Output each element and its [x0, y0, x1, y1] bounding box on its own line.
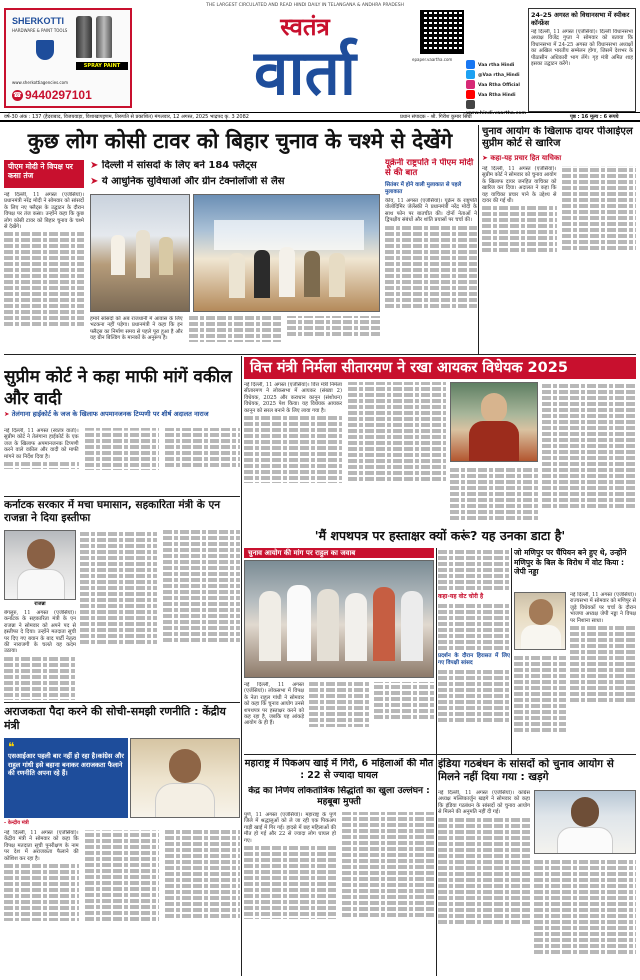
qr-code	[420, 10, 464, 54]
brief-body: नई दिल्ली, 11 अगस्त (एजेंसियां)। दिल्ली विधानसभा अध्यक्ष विजेंद्र गुप्ता ने सोमवार को बताया कि विधानसभा में 24-25 अगस्त को विधानसभा अध्यक्षों का अखिल भारतीय सम्मेलन होगा, जिसमें देशभर के पीठासीन अधिकारी भाग लेंगे। गृह मंत्री अमित शाह इसका उद्घाटन करेंगे।	[531, 29, 633, 68]
indiabloc-headline: इंडिया गठबंधन के सांसदों को चुनाव आयोग से मिलने नहीं दिया गया : खड़गे	[438, 758, 614, 783]
sub-arrow-icon: ➤	[90, 176, 99, 187]
tagline: THE LARGEST CIRCULATED AND READ HINDI DAILY IN TELANGANA & ANDHRA PRADESH	[206, 3, 404, 8]
social-links	[466, 60, 526, 118]
finance-body-cont	[542, 382, 636, 532]
anarchy-quote: एसआईआर पहली बार नहीं हो रहा है।कांग्रेस और राहुल गांधी इसे बहाना बनाकर अराजकता फैलाने की रणनीति अपना रहे हैं।	[8, 752, 124, 777]
karnataka-body: बेंगलुरु, 11 अगस्त (एजेंसियां)। कर्नाटक के सहकारिता मंत्री के एन राजन्ना ने सोमवार को अपने पद से इस्तीफा दे दिया। उन्होंने मतदाता सूची पर दिए गए बयान के बाद पार्टी नेतृत्व की नाराजगी के चलते यह कदम उठाया।	[4, 610, 76, 700]
youtube-icon	[466, 90, 475, 99]
rahul-headline: 'मैं शपथपत्र पर हस्ताक्षर क्यों करूं? यह उनका डाटा है'	[314, 528, 566, 543]
rahul-mid-kicker: प्रदर्शन के दौरान हिरासत में लिए गए विपक्षी सांसद	[438, 653, 510, 666]
photo-rahul-protest	[244, 560, 434, 678]
spray-can-icon	[96, 16, 112, 58]
anarchy-quote-by: - केन्द्रीय मंत्री	[4, 820, 29, 826]
lead-kicker: पीएम मोदी ने विपक्ष पर कसा तंज	[4, 160, 84, 188]
quote-icon: ❝	[8, 740, 15, 754]
sherkotti-ad	[4, 8, 132, 108]
sub-arrow-icon: ➤	[90, 160, 99, 171]
supreme-sub: ➤ तेलंगाना हाईकोर्ट के जज के खिलाफ अपमानजनक टिप्पणी पर शीर्ष अदालत नाराज	[4, 410, 209, 418]
indiabloc-body-cont	[534, 858, 636, 976]
photo-sitharaman	[450, 382, 538, 462]
lead-body: हमारे सांसदों को अब राजधानी में आवास के लिए भटकना नहीं पड़ेगा। प्रधानमंत्री ने कहा कि इन फ्लैट्स का निर्माण समय से पहले पूरा हुआ है और यह ग्रीन बिल्डिंग के मानकों के अनुरूप है।	[90, 316, 380, 352]
brief-headline: 24-25 अगस्त को विधानसभा में स्पीकर कॉन्फ्रेंस	[531, 11, 630, 27]
instagram-icon	[466, 80, 475, 89]
masthead	[0, 0, 640, 122]
web-icon	[466, 100, 475, 109]
social-youtube[interactable]: Vaa Rtha Hindi	[466, 90, 526, 100]
twitter-icon	[466, 70, 475, 79]
social-instagram[interactable]: Vaa Rtha Official	[466, 80, 526, 90]
masthead-title	[150, 14, 460, 110]
editor: प्रधान संपादक - श्री. गिरीश कुमार सिंघी	[400, 114, 472, 120]
finance-headline: वित्त मंत्री निर्मला सीतारमण ने रखा आयकर विधेयक 2025	[244, 357, 636, 379]
anarchy-body: नई दिल्ली, 11 अगस्त (एजेंसियां)। केंद्रीय मंत्री ने सोमवार को कहा कि विपक्ष मतदाता सूची पुनरीक्षण के नाम पर देश में अराजकता फैलाने की कोशिश कर रहा है।	[4, 830, 240, 976]
spray-can-icon	[76, 16, 92, 58]
manipur-headline: जो मणिपुर पर चैंपियन बने हुए थे, उन्होंने मणिपुर के बिल के विरोध में वोट किया : जेपी नड्डा	[514, 548, 627, 576]
supreme-body: नई दिल्ली, 11 अगस्त (स्वतंत्र वार्ता)। सुप्रीम कोर्ट ने तेलंगाना हाईकोर्ट के एक जज के खिलाफ अपमानजनक टिप्पणी करने वाले वकील और वादी को माफी मांगने का निर्देश दिया है।	[4, 428, 240, 494]
spray-paint-badge: SPRAY PAINT	[76, 62, 128, 70]
rahul-side-kicker: कहा-यह वोट चोरी है	[438, 593, 484, 600]
title-part1: स्वतंत्र	[280, 13, 330, 41]
finance-body: नई दिल्ली, 11 अगस्त (एजेंसियां)। वित्त मंत्री निर्मला सीतारमण ने लोकसभा में आयकर (संख्या 2) विधेयक, 2025 और कराधान कानून (संशोधन) विधेयक, 2025 पेश किया। यह विधेयक आयकर कानून को सरल बनाने के लिए लाया गया है।	[244, 382, 446, 532]
dateline-bar	[0, 112, 640, 122]
indiabloc-body: नई दिल्ली, 11 अगस्त (एजेंसियां)। कांग्रेस अध्यक्ष मल्लिकार्जुन खड़गे ने सोमवार को कहा कि इंडिया गठबंधन के सांसदों को चुनाव आयोग से मिलने की अनुमति नहीं दी गई।	[438, 790, 530, 976]
facebook-icon	[466, 60, 475, 69]
election-body: नई दिल्ली, 11 अगस्त (एजेंसियां)। सुप्रीम कोर्ट ने सोमवार को चुनाव आयोग के खिलाफ दायर जनहित याचिका को खारिज कर दिया। अदालत ने कहा कि यह याचिका प्रचार पाने के उद्देश्य से दायर की गई थी।	[482, 166, 636, 351]
rahul-body-side	[438, 548, 510, 752]
ad-sub: HARDWARE & PAINT TOOLS	[12, 28, 68, 33]
ad-phone: 9440297101	[25, 88, 92, 102]
photo-minister	[130, 738, 240, 818]
ukraine-sub: सितंबर में होने वाली मुलाकात से पहले मुलाकात	[385, 182, 462, 195]
lead-headline: कुछ लोग कोसी टावर को बिहार चुनाव के चश्मे से देखेंगे	[27, 129, 453, 153]
finance-body-lower	[450, 466, 538, 532]
anarchy-headline: अराजकता पैदा करने की सोची-समझी रणनीति : केंद्रीय मंत्री	[4, 705, 226, 732]
rahul-kicker: चुनाव आयोग की मांग पर राहुल का जवाब	[244, 548, 434, 558]
accident-headline: महाराष्ट्र में पिकअप खाई में गिरी, 6 महिलाओं की मौत : 22 से ज्यादा घायल	[244, 758, 434, 781]
sub-arrow-icon: ➤	[482, 154, 488, 162]
title-part2: वार्ता	[254, 36, 356, 109]
lead-left-body: नई दिल्ली, 11 अगस्त (एजेंसियां)। प्रधानमंत्री नरेंद्र मोदी ने सोमवार को सांसदों के लिए नए फ्लैट्स के उद्घाटन के दौरान विपक्ष पर तंज कसा। उन्होंने कहा कि कुछ लोग कोसी टावर को बिहार चुनाव के चश्मे से देखेंगे।	[4, 192, 84, 337]
dateline: वर्ष-30 अंक : 137 (हैदराबाद, विजयवाड़ा, विशाखापट्टणम, तिरुपति से प्रकाशित) मंगलवार, 12 अगस्त, 2025 भाद्रपद कृ. 3 2082	[4, 114, 249, 120]
rajanna-caption: राजन्ना	[34, 601, 46, 607]
lead-sub2: ➤ ये आधुनिक सुविधाओं और ग्रीन टेक्नोलॉजी से लैस	[90, 176, 285, 187]
election-sub: ➤ कहा-यह प्रचार हित याचिका	[482, 154, 562, 162]
social-facebook[interactable]: Vaa rtha Hindi	[466, 60, 526, 70]
supreme-headline: सुप्रीम कोर्ट ने कहा माफी मांगें वकील और वादी	[4, 367, 232, 409]
ukraine-headline: यूक्रेनी राष्ट्रपति ने पीएम मोदी से की बात	[385, 158, 474, 178]
photo-pm-event	[193, 194, 380, 312]
photo-kharge	[534, 790, 636, 854]
photo-nadda	[514, 592, 566, 650]
social-twitter[interactable]: @Vaa rtha_Hindi	[466, 70, 526, 80]
accident-sub: केंद्र का निर्णय लोकतांत्रिक सिद्धांतों का खुला उल्लंघन : महबूबा मुफ्ती	[248, 786, 430, 807]
election-headline: चुनाव आयोग के खिलाफ दायर पीआईएल सुप्रीम कोर्ट से खारिज	[482, 126, 633, 149]
phone-icon: ☎	[13, 91, 22, 99]
ad-site: www.sherkottiagencies.com	[12, 80, 68, 85]
shield-icon	[36, 40, 54, 60]
lead-sub1: ➤ दिल्ली में सांसदों के लिए बने 184 फ्लैट्स	[90, 160, 257, 171]
ukraine-body: कीव, 11 अगस्त (एजेंसियां)। यूक्रेन के राष्ट्रपति वोलोदिमिर जेलेंस्की ने प्रधानमंत्री नरेंद्र मोदी के साथ फोन पर बातचीत की। दोनों नेताओं ने द्विपक्षीय संबंधों और शांति प्रयासों पर चर्चा की।	[385, 198, 477, 348]
photo-pm-flats	[90, 194, 190, 312]
manipur-body-cont	[514, 654, 566, 752]
sherkotti-logo: SHERKOTTI	[12, 16, 65, 26]
price: पृष्ठ : 16 मूल्य : 6 रूपये	[570, 114, 619, 120]
rahul-body: नई दिल्ली, 11 अगस्त (एजेंसियां)। लोकसभा में विपक्ष के नेता राहुल गांधी ने सोमवार को कहा कि चुनाव आयोग उनसे शपथपत्र पर हस्ताक्षर करने को कह रहा है, जबकि यह आंकड़े आयोग के ही हैं।	[244, 682, 434, 752]
karnataka-headline: कर्नाटक सरकार में मचा घमासान, सहकारिता मंत्री के एन राजन्ना ने दिया इस्तीफा	[4, 499, 221, 524]
karnataka-body-cont	[80, 530, 240, 700]
qr-caption: epaper.vaartha.com	[412, 57, 453, 62]
photo-rajanna	[4, 530, 76, 600]
anarchy-quote-box	[4, 738, 128, 818]
accident-body: पुणे, 11 अगस्त (एजेंसियां)। महाराष्ट्र के पुणे जिले में श्रद्धालुओं को ले जा रही एक पिकअप गाड़ी खाई में गिर गई। हादसे में छह महिलाओं की मौत हो गई और 22 से ज्यादा लोग घायल हो गए।	[244, 812, 434, 976]
social-web[interactable]: www.hindi.vaartha.com	[466, 100, 526, 118]
manipur-body: नई दिल्ली, 11 अगस्त (एजेंसियां)। राज्यसभा में सोमवार को मणिपुर से जुड़े विधेयकों पर चर्चा के दौरान भाजपा अध्यक्ष जेपी नड्डा ने विपक्ष पर निशाना साधा।	[570, 592, 636, 752]
sub-arrow-icon: ➤	[4, 410, 10, 418]
brief-box	[528, 8, 636, 112]
